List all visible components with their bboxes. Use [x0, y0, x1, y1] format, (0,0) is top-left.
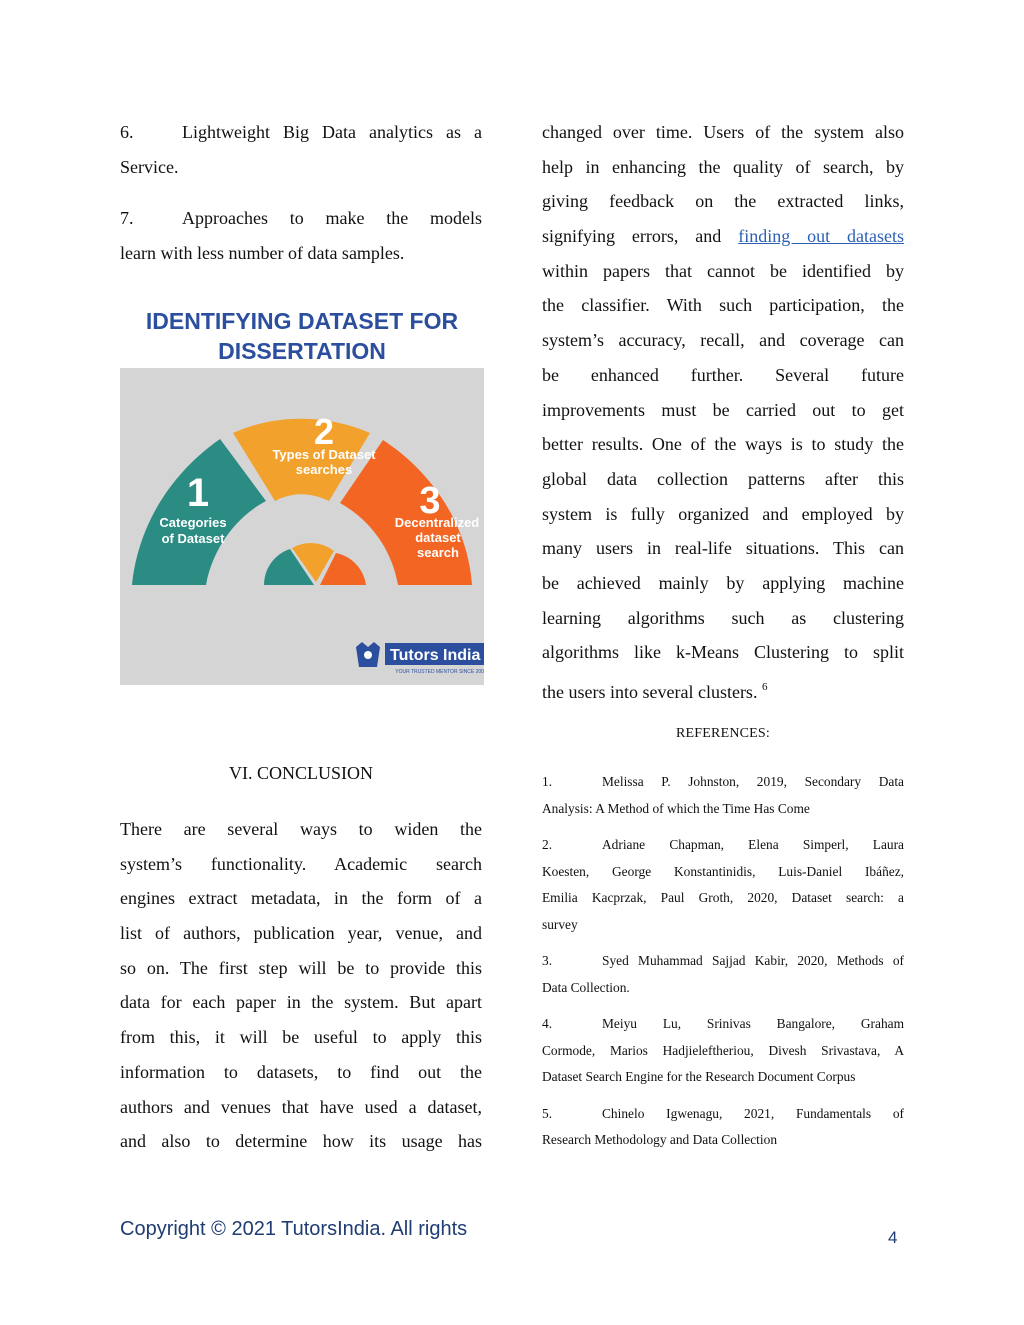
body-line: engines extract metadata, in the form of a: [120, 888, 482, 909]
segment-3-label-line2: dataset: [415, 530, 461, 545]
list-item-number: 7.: [120, 208, 134, 229]
body-line: the classifier. With such participation, the: [542, 295, 904, 316]
body-line: global data collection patterns after this: [542, 468, 904, 489]
reference-text: Syed Muhammad Sajjad Kabir, 2020, Methods of: [602, 953, 904, 968]
body-line: improvements must be carried out to get: [542, 399, 904, 420]
reference-item: [542, 832, 904, 938]
body-line: system is fully organized and employed by: [542, 503, 904, 524]
body-line: There are several ways to widen the: [120, 819, 482, 839]
list-item-number: 6.: [120, 122, 134, 142]
reference-number: 3.: [542, 953, 553, 968]
body-line: many users in real-life situations. This can: [542, 538, 904, 559]
body-line: learning algorithms such as clustering: [542, 607, 904, 628]
reference-text: Meiyu Lu, Srinivas Bangalore, Graham: [602, 1016, 904, 1031]
conclusion-body: [120, 812, 482, 1159]
segment-2-label-line2: searches: [295, 462, 353, 477]
list-item-text: Service.: [120, 156, 179, 177]
infographic-svg: [120, 296, 484, 685]
dataset-infographic: [120, 296, 484, 685]
reference-text: Koesten, George Konstantinidis, Luis-Daniel Ibáñez,: [542, 863, 904, 879]
copyright-footer: Copyright © 2021 TutorsIndia. All rights: [120, 1218, 468, 1240]
body-line: data for each paper in the system. But apart: [120, 992, 482, 1013]
reference-text: Dataset Search Engine for the Research Document Corpus: [542, 1069, 856, 1084]
references-title: REFERENCES:: [676, 726, 770, 741]
list-item-6: [120, 115, 482, 184]
list-item-text: learn with less number of data samples.: [120, 243, 405, 264]
body-line-final: [542, 670, 904, 705]
reference-text: Chinelo Igwenagu, 2021, Fundamentals of: [602, 1105, 904, 1121]
reference-item: [542, 769, 904, 822]
infographic-title-line1: IDENTIFYING DATASET FOR: [145, 308, 459, 334]
segment-3-label-line3: search: [417, 545, 459, 560]
left-numbered-list: [120, 115, 482, 271]
body-line: changed over time. Users of the system also: [542, 122, 904, 142]
reference-text: Research Methodology and Data Collection: [542, 1132, 778, 1147]
reference-text: Analysis: A Method of which the Time Has Come: [542, 800, 810, 816]
reference-text: Emilia Kacprzak, Paul Groth, 2020, Dataset search: a: [542, 890, 904, 905]
body-line: list of authors, publication year, venue, and: [120, 923, 482, 944]
list-item-text: Lightweight Big Data analytics as a: [182, 122, 482, 142]
reference-number: 2.: [542, 837, 553, 852]
reference-text: survey: [542, 916, 578, 932]
right-body-text: [542, 115, 904, 705]
logo-tagline: YOUR TRUSTED MENTOR SINCE 2001: [395, 669, 484, 675]
body-line: be enhanced further. Several future: [542, 364, 904, 385]
section-title-conclusion: VI. CONCLUSION: [229, 763, 373, 783]
reference-number: 1.: [542, 774, 553, 789]
segment-1-label-line2: of Dataset: [161, 531, 225, 546]
body-line: giving feedback on the extracted links,: [542, 191, 904, 212]
list-item-7: [120, 201, 482, 270]
reference-item: [542, 1101, 904, 1154]
segment-1-number: 1: [186, 471, 210, 515]
body-line: from this, it will be useful to apply this: [120, 1027, 482, 1048]
reference-item: [542, 948, 904, 1001]
segment-3-number: 3: [419, 480, 441, 522]
reference-item: [542, 1011, 904, 1091]
reference-text: Melissa P. Johnston, 2019, Secondary Data: [602, 774, 904, 789]
segment-3-label-line1: Decentralized: [394, 515, 480, 530]
body-line: authors and venues that have used a dataset,: [120, 1096, 482, 1117]
body-text: signifying errors, and: [542, 226, 739, 247]
page-number: 4: [888, 1228, 898, 1247]
references-list: [542, 769, 904, 1164]
segment-2-label-line1: Types of Dataset: [272, 447, 376, 462]
body-line: so on. The first step will be to provide this: [120, 957, 482, 978]
body-line: be achieved mainly by applying machine: [542, 572, 904, 593]
infographic-title-line2: DISSERTATION: [218, 338, 386, 364]
reference-number: 5.: [542, 1105, 553, 1121]
reference-text: Adriane Chapman, Elena Simperl, Laura: [602, 837, 904, 852]
footnote-marker: 6: [761, 681, 768, 693]
body-line-with-link: [542, 219, 904, 254]
list-item-text: Approaches to make the models: [182, 208, 482, 229]
body-text: the users into several clusters.: [542, 682, 758, 702]
body-line: algorithms like k-Means Clustering to split: [542, 642, 904, 663]
body-line: system’s functionality. Academic search: [120, 853, 482, 874]
segment-2-number: 2: [313, 411, 335, 452]
logo-name: Tutors India: [390, 647, 481, 664]
reference-text: Cormode, Marios Hadjieleftheriou, Divesh Srivastava, A: [542, 1042, 904, 1058]
body-line: better results. One of the ways is to study the: [542, 434, 904, 455]
finding-datasets-link[interactable]: finding out datasets: [738, 226, 904, 247]
body-line: and also to determine how its usage has: [120, 1131, 482, 1152]
body-line: information to datasets, to find out the: [120, 1061, 482, 1082]
reference-number: 4.: [542, 1016, 553, 1031]
body-line: help in enhancing the quality of search, by: [542, 156, 904, 177]
body-line: within papers that cannot be identified by: [542, 260, 904, 281]
body-line: system’s accuracy, recall, and coverage can: [542, 330, 904, 351]
reference-text: Data Collection.: [542, 979, 630, 995]
segment-1-label-line1: Categories: [159, 515, 227, 530]
